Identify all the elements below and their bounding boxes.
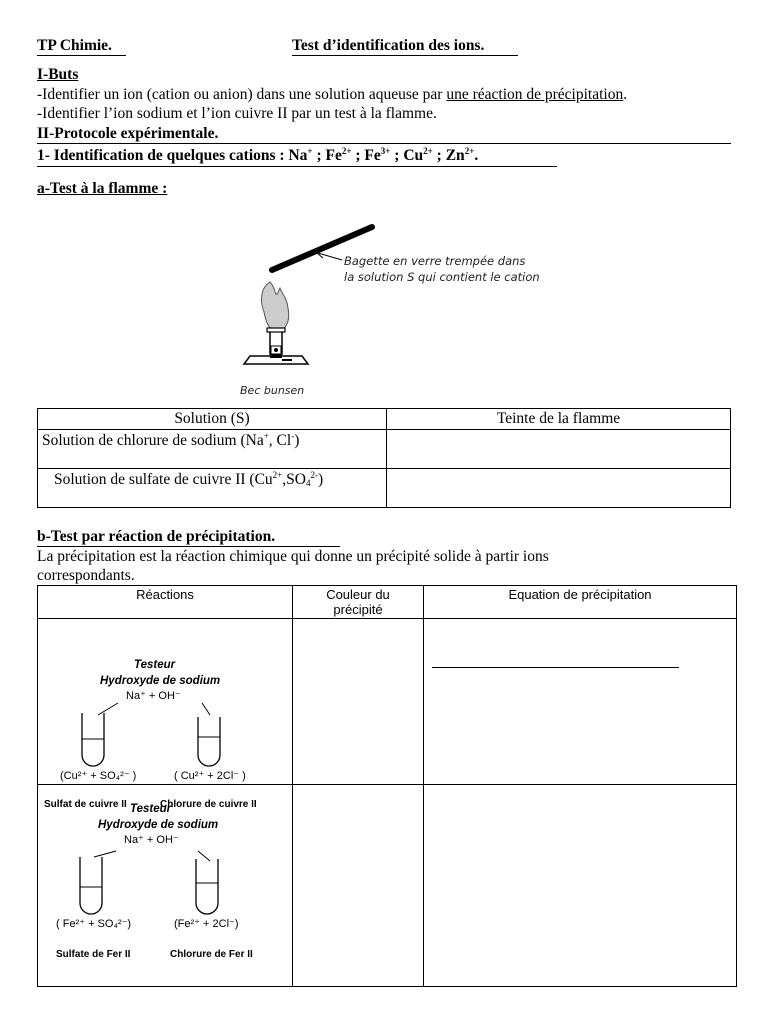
flame-table-cell-copper-color [387, 469, 731, 508]
testeur-label: Testeur [130, 803, 172, 815]
precip-row-iron-equation [424, 785, 737, 987]
left-tube-ions: ( Fe²⁺ + SO₄²⁻) [56, 918, 132, 930]
precip-row-iron-reactions [38, 785, 293, 987]
course-title: TP Chimie. [37, 37, 112, 54]
heading-underline [37, 546, 340, 547]
buts-line-2: -Identifier l’ion sodium et l’ion cuivre II par un test à la flamme. [37, 105, 437, 122]
cation-fe2: $Fe^{2+}$ [325, 146, 352, 164]
right-tube-ions: ( Cu²⁺ + 2Cl⁻ ) [174, 770, 246, 782]
cation-zn: $Zn^{2+}$ [445, 146, 475, 164]
left-tube-name: Sulfate de Fer II [56, 949, 131, 960]
cations-heading-text: 1- Identification de quelques cations : [37, 147, 285, 164]
precip-table-header-equation: Equation de précipitation [424, 586, 737, 619]
page-title: Test d’identification des ions. [292, 37, 485, 54]
right-tube-ions: (Fe²⁺ + 2Cl⁻) [174, 918, 239, 930]
test-tube-right [196, 859, 218, 914]
buts-line-1 [37, 86, 627, 104]
flame-table-cell-sodium-color [387, 430, 731, 469]
rod-caption-line-2: la solution S qui contient le cation [344, 270, 540, 284]
precip-header-color-line-1: Couleur du [326, 587, 390, 602]
equation-answer-line [432, 667, 679, 668]
flame-test-table [37, 408, 731, 508]
precip-row-iron-color [293, 785, 424, 987]
flame-test-title: a-Test à la flamme : [37, 180, 168, 197]
precip-row-copper-reactions [38, 619, 293, 810]
buts-line-1-text: -Identifier un ion (cation ou anion) dans une solution aqueuse par [37, 86, 447, 103]
right-tube-name: Chlorure de cuivre II [160, 799, 257, 810]
flame [262, 282, 289, 330]
precip-table-header-color [293, 586, 424, 619]
heading-underline [37, 166, 557, 167]
cation-cu: $Cu^{2+}$ [403, 146, 433, 164]
buts-line-1-emphasis: une réaction de précipitation [446, 86, 624, 103]
test-tubes-copper [38, 699, 290, 779]
left-tube-name: Sulfat de cuivre II [44, 799, 127, 810]
test-tubes-iron [38, 847, 290, 927]
precip-row-copper-color [293, 619, 424, 785]
cation-fe3: $Fe^{3+}$ [364, 146, 391, 164]
rod-caption [344, 253, 540, 285]
section-protocole-title: II-Protocole expérimentale. [37, 125, 219, 142]
test-tube-right [198, 717, 220, 766]
precip-table-header-reactions: Réactions [38, 586, 293, 619]
rod-caption-line-1: Bagette en verre trempée dans [344, 254, 526, 268]
precip-header-color-line-2: précipité [333, 602, 383, 617]
bunsen-burner-illustration [230, 210, 560, 400]
flame-table-header-solution: Solution (S) [38, 409, 387, 430]
burner-caption: Bec bunsen [240, 384, 305, 397]
section-buts-title: I-Buts [37, 66, 79, 83]
cation-na: Na+ [288, 146, 313, 164]
precip-table [37, 585, 737, 987]
precip-test-title: b-Test par réaction de précipitation. [37, 528, 276, 545]
section-rule [37, 143, 731, 144]
reagent-ions: Na⁺ + OH⁻ [126, 690, 181, 702]
test-tube-left [80, 857, 102, 914]
underline-rule [292, 55, 518, 56]
precip-row-copper-equation [424, 619, 737, 785]
precip-definition-2: correspondants. [37, 567, 135, 584]
reagent-label: Hydroxyde de sodium [98, 819, 219, 831]
testeur-label: Testeur [134, 659, 176, 671]
reagent-ions: Na⁺ + OH⁻ [124, 834, 179, 846]
reagent-label: Hydroxyde de sodium [100, 675, 221, 687]
cations-heading: 1- Identification de quelques cations : Na+ ; $Fe^{2+}$ ; $Fe^{3+}$ ; $Cu^{2+}$ ; $Zn^{2+}$. [37, 146, 479, 164]
flame-table-row-copper: Solution de sulfate de cuivre II $(Cu^{2+},SO_4^{2-})$ [38, 469, 387, 508]
buts-line-1-end: . [623, 86, 628, 103]
right-tube-name: Chlorure de Fer II [170, 949, 253, 960]
underline-rule [37, 55, 126, 56]
flame-table-header-color: Teinte de la flamme [387, 409, 731, 430]
precip-definition-1: La précipitation est la réaction chimique qui donne un précipité solide à partir ions [37, 548, 549, 565]
left-tube-ions: (Cu²⁺ + SO₄²⁻ ) [60, 770, 137, 782]
flame-table-row-sodium: Solution de chlorure de sodium (Na+, Cl-) [38, 430, 387, 469]
